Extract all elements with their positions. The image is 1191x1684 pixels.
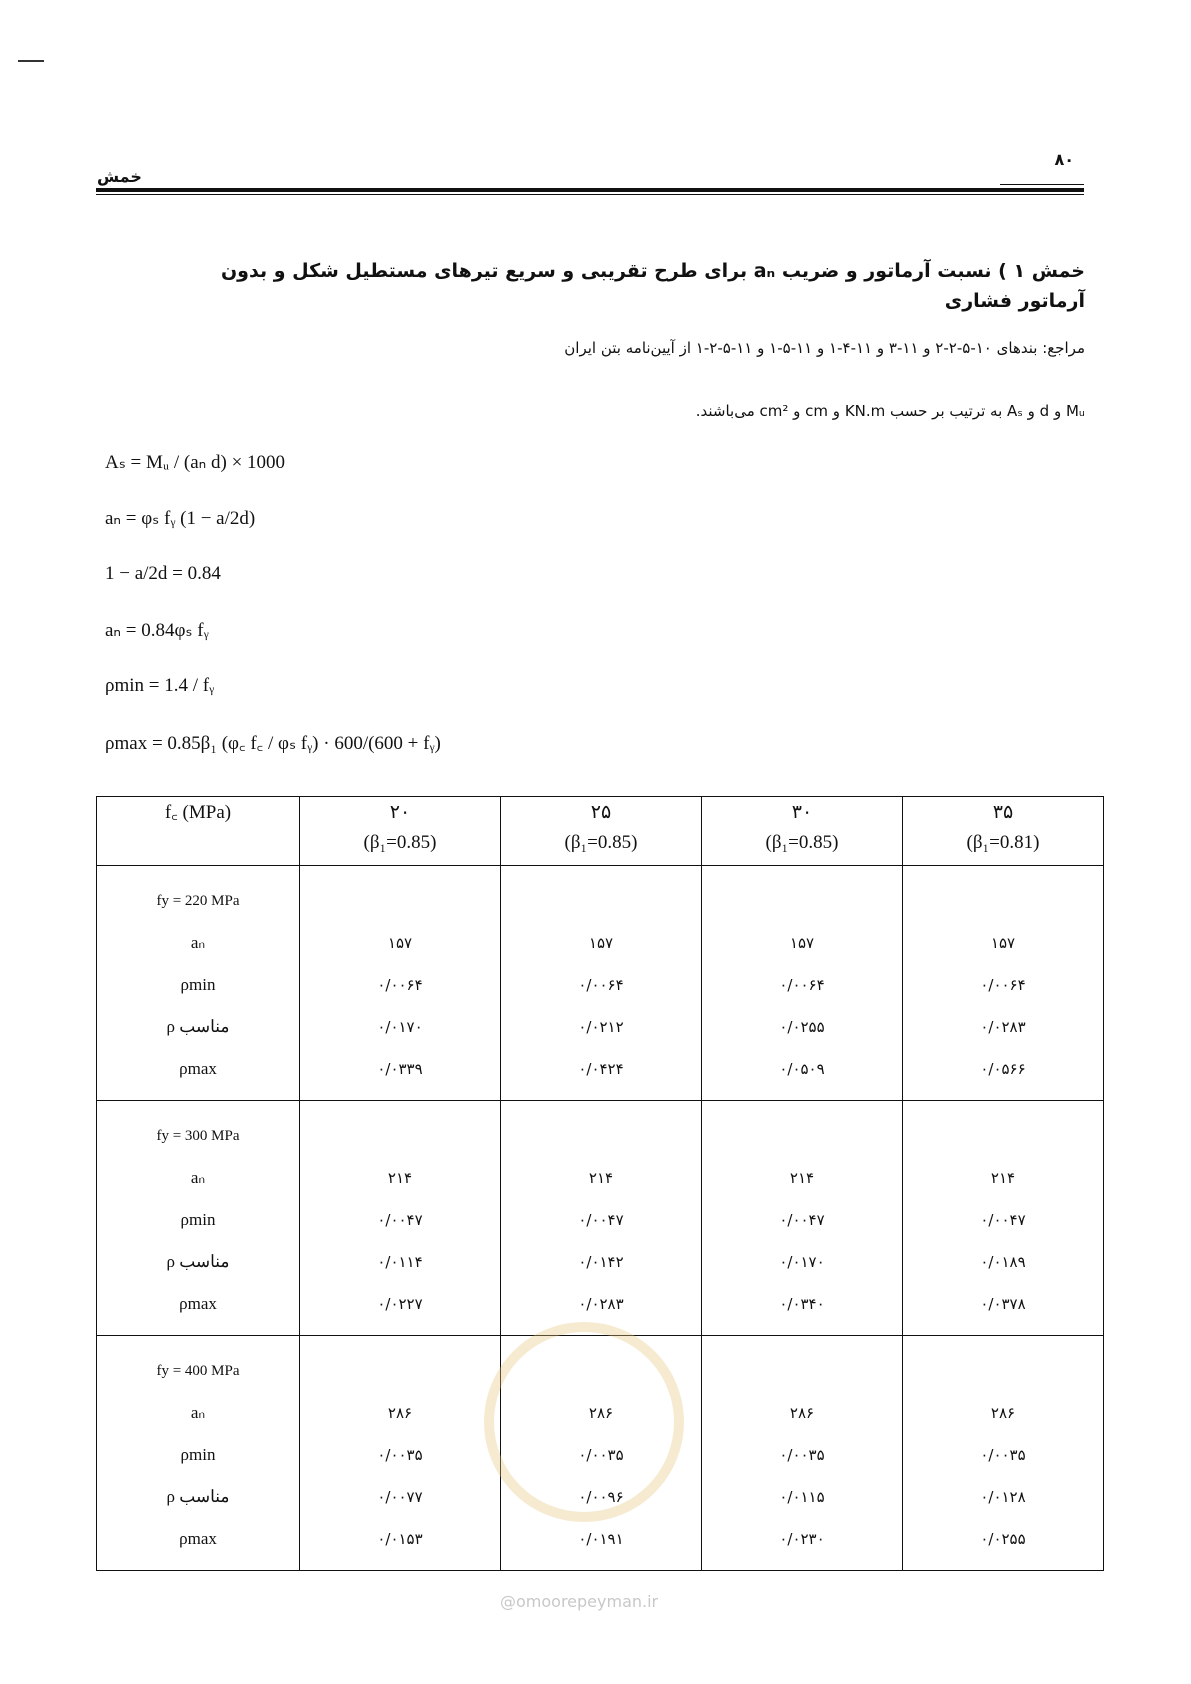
table-cell: ۲۱۴ ۰/۰۰۴۷ ۰/۰۱۱۴ ۰/۰۲۲۷ (300, 1101, 501, 1336)
watermark-seal (484, 1322, 684, 1522)
header-rule-thin (96, 194, 1084, 195)
an-label: aₙ (190, 933, 206, 952)
row-labels (97, 1336, 300, 1571)
references-text: مراجع: بندهای ۱۰-۵-۲-۲ و ۱۱-۳ و ۱۱-۴-۱ و ۱۱-۵-۱ و ۱۱-۵-۲-۱ از آیین‌نامه بتن ایران (564, 339, 1085, 357)
table-row-group (97, 866, 1104, 1101)
rho-mid-label: ρ مناسب (166, 1252, 230, 1271)
table-cell: ۲۱۴ ۰/۰۰۴۷ ۰/۰۱۴۲ ۰/۰۲۸۳ (501, 1101, 702, 1336)
rho-min-label: ρmin (180, 1210, 216, 1229)
header-rule-thick (96, 188, 1084, 192)
table-cell: ۲۸۶ ۰/۰۰۳۵ ۰/۰۰۹۶ ۰/۰۱۹۱ (501, 1336, 702, 1571)
formula-ratio: 1 − a/2d = 0.84 (105, 563, 221, 584)
rho-mid-label: ρ مناسب (166, 1487, 230, 1506)
table-cell: ۱۵۷ ۰/۰۰۶۴ ۰/۰۲۸۳ ۰/۰۵۶۶ (903, 866, 1104, 1101)
column-header: ۲۰ (β₁=0.85) (300, 797, 501, 866)
table-header-row (97, 797, 1104, 866)
formula-rho-max: ρmax = 0.85β₁ (φ꜀ f꜀ / φₛ fᵧ) · 600/(600 + fᵧ) (105, 733, 441, 754)
formula-rho-min: ρmin = 1.4 / fᵧ (105, 675, 215, 696)
table-cell: ۲۸۶ ۰/۰۰۳۵ ۰/۰۱۱۵ ۰/۰۲۳۰ (702, 1336, 903, 1571)
rho-max-label: ρmax (179, 1059, 217, 1078)
formula-an: aₙ = φₛ fᵧ (1 − a/2d) (105, 507, 256, 529)
rho-min-label: ρmin (180, 1445, 216, 1464)
watermark-text: @omoorepeyman.ir (500, 1592, 659, 1611)
table-cell: ۲۱۴ ۰/۰۰۴۷ ۰/۰۱۸۹ ۰/۰۳۷۸ (903, 1101, 1104, 1336)
fy-label: fy = 220 MPa (156, 893, 240, 909)
units-note: Mᵤ و d و Aₛ به ترتیب بر حسب KN.m و cm و cm² می‌باشند. (695, 402, 1085, 420)
page-number: ۸۰ (1054, 150, 1074, 169)
table-cell: ۲۱۴ ۰/۰۰۴۷ ۰/۰۱۷۰ ۰/۰۳۴۰ (702, 1101, 903, 1336)
table-cell: ۱۵۷ ۰/۰۰۶۴ ۰/۰۱۷۰ ۰/۰۳۳۹ (300, 866, 501, 1101)
rho-max-label: ρmax (179, 1294, 217, 1313)
formula-block (105, 440, 441, 776)
corner-mark (18, 60, 44, 62)
column-header: ۳۰ (β₁=0.85) (702, 797, 903, 866)
table-cell: ۲۸۶ ۰/۰۰۳۵ ۰/۰۱۲۸ ۰/۰۲۵۵ (903, 1336, 1104, 1571)
rho-max-label: ρmax (179, 1529, 217, 1548)
section-title: خمش ۱ ) نسبت آرماتور و ضریب aₙ برای طرح تقریبی و سریع تیرهای مستطیل شکل و بدون آرماتور فشاری (220, 260, 1085, 312)
running-head: خمش (97, 167, 142, 186)
rho-mid-label: ρ مناسب (166, 1017, 230, 1036)
row-labels (97, 866, 300, 1101)
fy-label: fy = 400 MPa (156, 1363, 240, 1379)
row-labels (97, 1101, 300, 1336)
table-cell: ۱۵۷ ۰/۰۰۶۴ ۰/۰۲۱۲ ۰/۰۴۲۴ (501, 866, 702, 1101)
corner-label: f꜀ (MPa) (97, 797, 300, 866)
column-header: ۳۵ (β₁=0.81) (903, 797, 1104, 866)
table-cell: ۲۸۶ ۰/۰۰۳۵ ۰/۰۰۷۷ ۰/۰۱۵۳ (300, 1336, 501, 1571)
an-label: aₙ (190, 1403, 206, 1422)
fy-label: fy = 300 MPa (156, 1128, 240, 1144)
an-label: aₙ (190, 1168, 206, 1187)
column-header: ۲۵ (β₁=0.85) (501, 797, 702, 866)
table-cell: ۱۵۷ ۰/۰۰۶۴ ۰/۰۲۵۵ ۰/۰۵۰۹ (702, 866, 903, 1101)
formula-as: Aₛ = Mᵤ / (aₙ d) × 1000 (105, 451, 286, 473)
header-rule-top (1000, 184, 1084, 185)
table-row-group (97, 1101, 1104, 1336)
rho-min-label: ρmin (180, 975, 216, 994)
formula-an-approx: aₙ = 0.84φₛ fᵧ (105, 619, 209, 641)
